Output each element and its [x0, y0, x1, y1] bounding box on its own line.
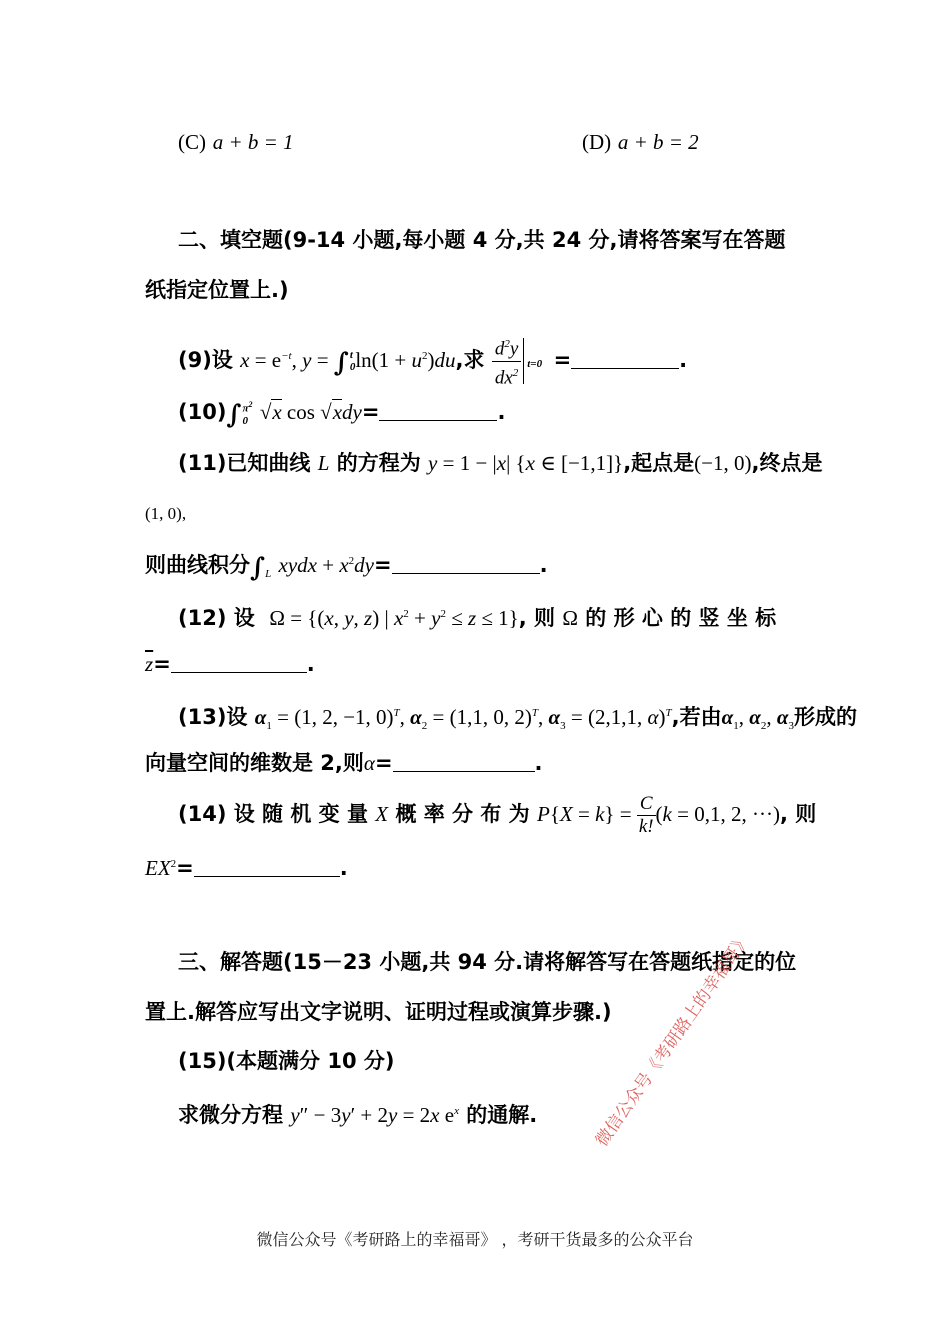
q11-line3: 则曲线积分$\int_L$ xydx + $x^2dy=$ .	[145, 553, 548, 583]
q14-text1: 概 率 分 布 为	[395, 802, 530, 826]
option-d	[582, 128, 699, 156]
q9-answer-blank[interactable]	[571, 348, 679, 369]
q13-text2: 形成的	[794, 705, 857, 729]
q9-label: (9)设	[178, 348, 233, 372]
q13-line2: 向量空间的维数是 2,则α= .	[145, 751, 543, 775]
q12-line2: $\overline{z}=$ .	[145, 652, 315, 676]
q11-end: .	[539, 553, 548, 577]
q10-eq: =	[361, 400, 380, 424]
q14-eq: =	[176, 856, 194, 880]
section2-title-line2: 纸指定位置上.)	[145, 278, 289, 302]
q11-text2: ,起点是	[623, 451, 695, 475]
question-9: (9)设 $x = e^{-t}$, y = ∫ t 0 $\ln(1 + u^2)du$,求 $\frac{d^2y}{dx^2}$ t=0 = .	[178, 332, 687, 380]
question-14: (14) 设 随 机 变 量 X 概 率 分 布 为 P{X = k} = $\frac{C}{k!}$ (k = 0,1, 2, ···), 则	[178, 792, 817, 837]
q11-label: (11)已知曲线	[178, 451, 311, 475]
option-d-expr: a + b = 2	[617, 130, 699, 154]
q12-label: (12) 设	[178, 606, 255, 630]
q14-end: .	[339, 856, 348, 880]
q13-text1: ,若由	[671, 705, 722, 729]
section2-title-line1: 二、填空题(9-14 小题,每小题 4 分,共 24 分,请将答案写在答题	[178, 228, 786, 252]
q14-answer-blank[interactable]	[194, 856, 340, 877]
footer-text: 微信公众号《考研路上的幸福哥》 ，考研干货最多的公众平台	[256, 1230, 694, 1249]
q13-line2-prefix: 向量空间的维数是 2,则	[145, 751, 364, 775]
q10-end: .	[497, 400, 506, 424]
q15-prefix: 求微分方程	[178, 1103, 283, 1127]
question-12: (12) 设 Ω = {(x, y, z) | $x^2 + y^2 \le z \le 1$}, 则 Ω 的 形 心 的 竖 坐 标	[178, 606, 777, 630]
q9-eq: =	[553, 348, 572, 372]
section3-title-line2: 置上.解答应写出文字说明、证明过程或演算步骤.)	[145, 1000, 612, 1024]
option-d-label: (D)	[582, 130, 612, 154]
q14-label: (14) 设 随 机 变 量	[178, 802, 368, 826]
q11-end-point: (1, 0),	[145, 504, 187, 523]
q15-suffix: 的通解.	[466, 1103, 538, 1127]
option-c-expr: a + b = 1	[212, 130, 294, 154]
q11-text1: 的方程为	[336, 451, 421, 475]
q12-end: .	[306, 652, 315, 676]
q13-label: (13)设	[178, 705, 248, 729]
q13-eq: =	[374, 751, 393, 775]
q12-text2: 的 形 心 的 竖 坐 标	[585, 606, 777, 630]
q9-end: .	[679, 348, 688, 372]
question-15: 求微分方程 y″ − 3y′ + 2y = 2x $e^x$ 的通解.	[178, 1103, 538, 1127]
diagonal-watermark: 微信公众号《考研路上的幸福哥》	[592, 929, 755, 1151]
q11-line3-prefix: 则曲线积分	[145, 553, 250, 577]
q12-text1: , 则	[518, 606, 556, 630]
question-10: (10)∫ $\pi^2$ 0 √x cos √xdy= .	[178, 400, 506, 430]
q13-end: .	[534, 751, 543, 775]
q14-text2: , 则	[779, 802, 817, 826]
option-c	[178, 128, 294, 156]
q10-answer-blank[interactable]	[379, 400, 497, 421]
q11-text3: ,终点是	[751, 451, 823, 475]
option-c-label: (C)	[178, 130, 206, 154]
section3-title-line1: 三、解答题(15－23 小题,共 94 分.请将解答写在答题纸指定的位	[178, 950, 797, 974]
q14-line2: $EX^2=$ .	[145, 856, 348, 880]
q11-eq: =	[373, 553, 392, 577]
q12-answer-blank[interactable]	[171, 652, 307, 673]
question-13: (13)设 $\alpha_1 = (1$, 2, −1, 0)$^T$, $\alpha_2 = (1,1$, 0, 2)$^T$, $\alpha_3 = (2,1,1$, α)$^T$,若由$\alpha_1$, $\alpha_2$, $\alpha_3$形成的	[178, 705, 857, 733]
q10-label: (10)	[178, 400, 227, 424]
q9-mid: ,求	[455, 348, 485, 372]
q13-answer-blank[interactable]	[393, 751, 535, 772]
q12-eq: =	[153, 652, 171, 676]
question-11: (11)已知曲线 L 的方程为 y = 1 − |x| {x ∈ [−1,1]},起点是(−1, 0),终点是	[178, 451, 823, 475]
q11-answer-blank[interactable]	[392, 553, 540, 574]
question-15-label: (15)(本题满分 10 分)	[178, 1049, 395, 1073]
